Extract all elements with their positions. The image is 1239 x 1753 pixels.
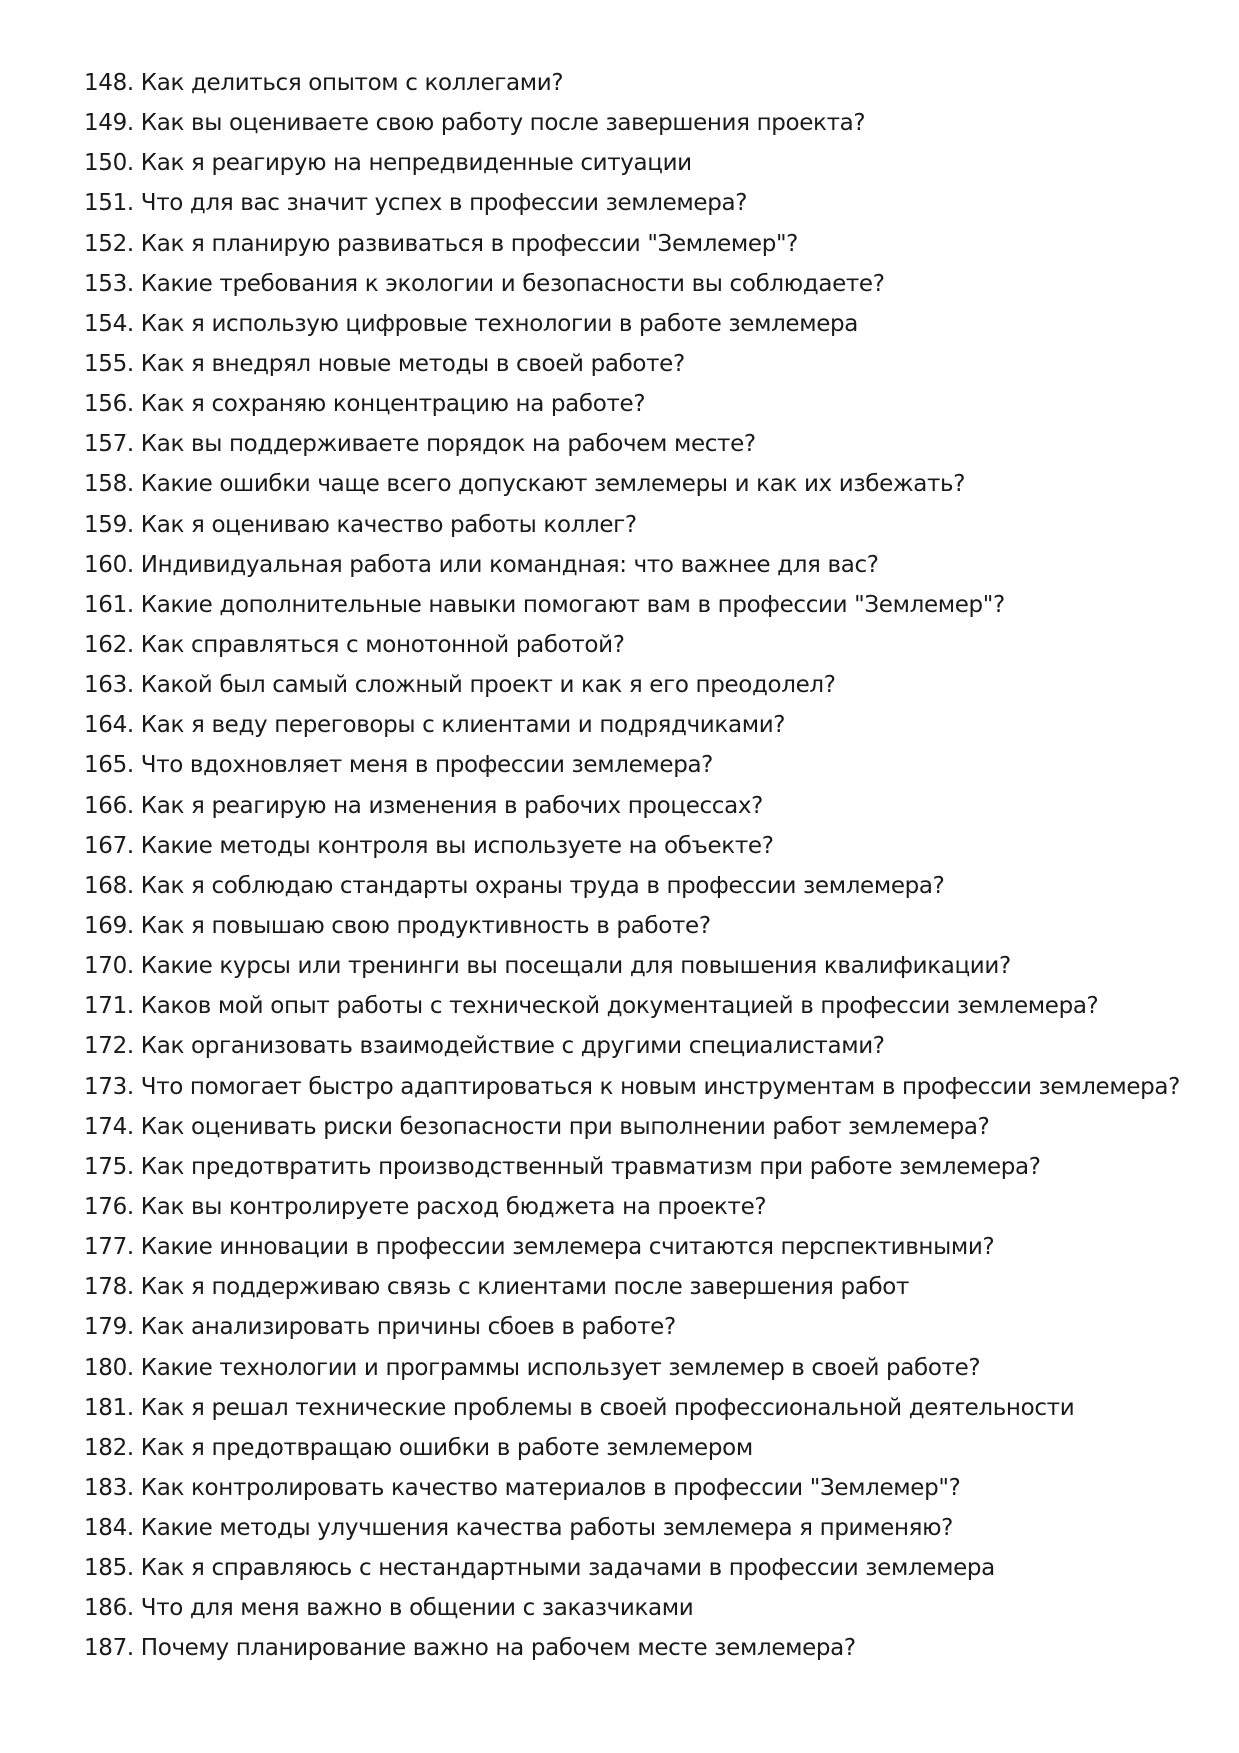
question-text: Как анализировать причины сбоев в работе? xyxy=(140,1314,676,1341)
question-text: Как я реагирую на изменения в рабочих процессах? xyxy=(140,792,763,819)
question-item xyxy=(84,1267,1204,1307)
question-list xyxy=(84,63,1204,1669)
question-number: 183. xyxy=(84,1474,134,1501)
question-number: 167. xyxy=(84,832,134,859)
question-item xyxy=(84,1348,1204,1388)
question-item xyxy=(84,183,1204,223)
question-item xyxy=(84,786,1204,826)
question-text: Как делиться опытом с коллегами? xyxy=(140,70,564,96)
question-text: Как я оцениваю качество работы коллег? xyxy=(140,511,637,538)
question-item xyxy=(84,1468,1204,1508)
question-text: Как вы контролируете расход бюджета на проекте? xyxy=(140,1193,767,1220)
question-item xyxy=(84,946,1204,986)
question-item xyxy=(84,826,1204,866)
question-item xyxy=(84,464,1204,504)
question-number: 177. xyxy=(84,1234,134,1261)
question-text: Почему планирование важно на рабочем месте землемера? xyxy=(140,1635,856,1662)
question-number: 162. xyxy=(84,631,134,658)
question-text: Что для вас значит успех в профессии землемера? xyxy=(140,190,748,217)
question-item xyxy=(84,1428,1204,1468)
question-text: Как я планирую развиваться в профессии "Землемер"? xyxy=(140,230,799,257)
question-number: 168. xyxy=(84,872,134,899)
question-text: Каков мой опыт работы с технической документацией в профессии землемера? xyxy=(140,993,1099,1020)
question-text: Как я повышаю свою продуктивность в работе? xyxy=(140,912,711,939)
question-number: 160. xyxy=(84,551,134,578)
question-text: Что для меня важно в общении с заказчиками xyxy=(140,1595,694,1622)
question-number: 187. xyxy=(84,1635,134,1662)
question-number: 181. xyxy=(84,1394,134,1421)
question-number: 178. xyxy=(84,1274,134,1301)
question-item xyxy=(84,1227,1204,1267)
question-item xyxy=(84,505,1204,545)
question-text: Какие методы контроля вы используете на объекте? xyxy=(140,832,774,859)
question-number: 170. xyxy=(84,953,134,980)
question-text: Как вы поддерживаете порядок на рабочем месте? xyxy=(140,431,756,458)
question-number: 179. xyxy=(84,1314,134,1341)
question-item xyxy=(84,224,1204,264)
question-text: Что помогает быстро адаптироваться к новым инструментам в профессии землемера? xyxy=(140,1073,1181,1100)
question-number: 159. xyxy=(84,511,134,538)
question-item xyxy=(84,1187,1204,1227)
question-text: Как справляться с монотонной работой? xyxy=(140,631,625,658)
question-item xyxy=(84,103,1204,143)
question-item xyxy=(84,1508,1204,1548)
question-item xyxy=(84,424,1204,464)
question-text: Как я соблюдаю стандарты охраны труда в профессии землемера? xyxy=(140,872,945,899)
question-text: Что вдохновляет меня в профессии землемера? xyxy=(140,752,714,779)
question-text: Как я поддерживаю связь с клиентами после завершения работ xyxy=(140,1274,910,1301)
question-number: 153. xyxy=(84,270,134,297)
question-item xyxy=(84,585,1204,625)
question-number: 149. xyxy=(84,110,134,137)
question-text: Какие курсы или тренинги вы посещали для повышения квалификации? xyxy=(140,953,1011,980)
question-text: Как контролировать качество материалов в профессии "Землемер"? xyxy=(140,1474,961,1501)
question-text: Как я решал технические проблемы в своей профессиональной деятельности xyxy=(140,1394,1075,1421)
question-text: Какие технологии и программы использует землемер в своей работе? xyxy=(140,1354,981,1381)
question-item xyxy=(84,1067,1204,1107)
question-item xyxy=(84,1628,1204,1668)
question-number: 164. xyxy=(84,712,134,739)
question-text: Какие требования к экологии и безопасности вы соблюдаете? xyxy=(140,270,885,297)
question-item xyxy=(84,264,1204,304)
question-text: Индивидуальная работа или командная: что важнее для вас? xyxy=(140,551,879,578)
question-item xyxy=(84,1548,1204,1588)
question-text: Какие ошибки чаще всего допускают землемеры и как их избежать? xyxy=(140,471,966,498)
question-item xyxy=(84,705,1204,745)
question-text: Какой был самый сложный проект и как я его преодолел? xyxy=(140,672,836,699)
question-item xyxy=(84,143,1204,183)
question-item xyxy=(84,906,1204,946)
question-number: 182. xyxy=(84,1434,134,1461)
question-number: 158. xyxy=(84,471,134,498)
question-item xyxy=(84,304,1204,344)
question-text: Как вы оцениваете свою работу после завершения проекта? xyxy=(140,110,866,137)
question-number: 173. xyxy=(84,1073,134,1100)
question-item xyxy=(84,1026,1204,1066)
question-item xyxy=(84,1147,1204,1187)
question-text: Какие инновации в профессии землемера считаются перспективными? xyxy=(140,1234,995,1261)
question-item xyxy=(84,1388,1204,1428)
question-text: Как я предотвращаю ошибки в работе землемером xyxy=(140,1434,753,1461)
question-number: 151. xyxy=(84,190,134,217)
question-number: 154. xyxy=(84,310,134,337)
question-number: 171. xyxy=(84,993,134,1020)
question-text: Как я использую цифровые технологии в работе землемера xyxy=(140,310,859,337)
question-text: Как я справляюсь с нестандартными задачами в профессии землемера xyxy=(140,1555,995,1582)
question-text: Как я реагирую на непредвиденные ситуации xyxy=(140,150,692,177)
question-number: 175. xyxy=(84,1153,134,1180)
question-item xyxy=(84,1588,1204,1628)
question-number: 184. xyxy=(84,1515,134,1542)
question-number: 148. xyxy=(84,70,134,96)
question-number: 150. xyxy=(84,150,134,177)
question-item xyxy=(84,1107,1204,1147)
question-item xyxy=(84,344,1204,384)
question-number: 172. xyxy=(84,1033,134,1060)
question-item xyxy=(84,545,1204,585)
question-number: 152. xyxy=(84,230,134,257)
question-number: 163. xyxy=(84,672,134,699)
question-number: 165. xyxy=(84,752,134,779)
question-number: 155. xyxy=(84,350,134,377)
question-number: 166. xyxy=(84,792,134,819)
question-text: Как предотвратить производственный травматизм при работе землемера? xyxy=(140,1153,1041,1180)
question-item xyxy=(84,1307,1204,1347)
question-number: 186. xyxy=(84,1595,134,1622)
question-text: Как организовать взаимодействие с другими специалистами? xyxy=(140,1033,885,1060)
question-text: Какие дополнительные навыки помогают вам в профессии "Землемер"? xyxy=(140,591,1005,618)
question-item xyxy=(84,665,1204,705)
question-number: 185. xyxy=(84,1555,134,1582)
question-number: 161. xyxy=(84,591,134,618)
question-text: Какие методы улучшения качества работы землемера я применяю? xyxy=(140,1515,954,1542)
question-text: Как я веду переговоры с клиентами и подрядчиками? xyxy=(140,712,786,739)
question-text: Как я сохраняю концентрацию на работе? xyxy=(140,391,646,418)
question-text: Как оценивать риски безопасности при выполнении работ землемера? xyxy=(140,1113,990,1140)
question-number: 169. xyxy=(84,912,134,939)
question-item xyxy=(84,625,1204,665)
question-number: 180. xyxy=(84,1354,134,1381)
question-item xyxy=(84,384,1204,424)
question-item xyxy=(84,745,1204,785)
question-number: 176. xyxy=(84,1193,134,1220)
question-item xyxy=(84,866,1204,906)
question-number: 157. xyxy=(84,431,134,458)
question-number: 156. xyxy=(84,391,134,418)
question-text: Как я внедрял новые методы в своей работе? xyxy=(140,350,685,377)
question-item xyxy=(84,63,1204,103)
question-item xyxy=(84,986,1204,1026)
question-number: 174. xyxy=(84,1113,134,1140)
